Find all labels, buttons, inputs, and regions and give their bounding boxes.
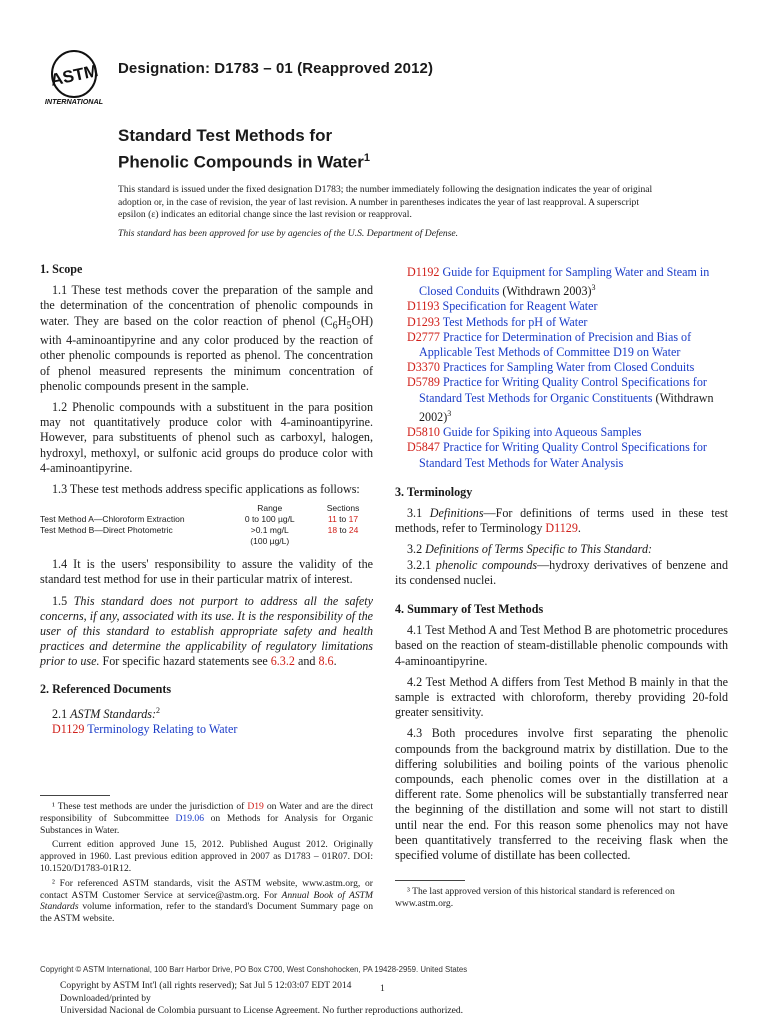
footnotes-right [395,880,728,910]
right-column [395,265,728,869]
footnotes-left [40,795,373,928]
section-link[interactable]: 17 [348,514,359,525]
reference-title[interactable]: Terminology Relating to Water [87,722,238,737]
reference-code[interactable]: D1193 [407,299,440,314]
left-column [40,262,373,737]
fn1-c: on Methods for Analysis for Organic Substances in Water. [40,812,373,836]
terminology-heading: 3. Terminology [395,484,473,499]
reference-item[interactable] [407,265,728,299]
sections-cell [313,514,373,525]
intro-paragraph: This standard is issued under the fixed designation D1783; the number immediately following the designation indicates the year of original adoption or, in the case of revision, the year of last revision. A number in parentheses indicates the year of last reapproval. A superscript epsilon (ε) indicates an editorial change since the last revision or reapproval. [118,184,653,221]
astm-standards-label: ASTM Standards: [70,706,157,721]
logo-text: ASTM [48,61,100,90]
withdrawn-note: (Withdrawn 2002) [419,390,714,424]
intro-notice [118,184,658,240]
subcommittee-link[interactable]: D19.06 [175,812,204,824]
reference-code[interactable]: D5847 [407,440,440,455]
footnote-mark: 3 [591,283,596,293]
to-text: to [336,514,349,525]
footnote-1-edition: Current edition approved June 15, 2012. Published August 2012. Originally approved in 1960. Last previous edition approved in 2007 as D1783 – 01R07. DOI: 10.1520/D1783-01R12. [40,839,373,874]
summary-4-1: 4.1 Test Method A and Test Method B are photometric procedures based on the reaction of steam-distillable phenolic compounds with 4-aminoantipyrine. [395,623,728,668]
reference-title[interactable]: Practice for Writing Quality Control Specifications for Standard Test Methods for Water Analysis [419,440,707,470]
summary-4-2: 4.2 Test Method A differs from Test Method B mainly in that the sample is extracted with chloroform, thereby providing 20-fold greater sensitivity. [395,674,728,720]
page-number: 1 [380,983,385,994]
reference-item[interactable] [407,360,728,375]
reference-title[interactable]: Guide for Equipment for Sampling Water and Steam in Closed Conduits [419,265,710,299]
method-cell: Test Method B—Direct Photometric [40,525,173,536]
range-cell: >0.1 mg/L [250,525,289,536]
title-line-2-text: Phenolic Compounds in Water [118,152,364,172]
term-text: —For definitions of terms used in these test methods, refer to Terminology [395,505,729,536]
section-link[interactable]: 8.6 [318,654,334,669]
reference-code[interactable]: D5810 [407,425,440,440]
dod-approval-note: This standard has been approved for use by agencies of the U.S. Department of Defense. [118,227,459,239]
scope-1-1-h: H [337,313,347,328]
refdocs-heading: 2. Referenced Documents [40,681,172,696]
footnote-mark: 3 [447,408,452,418]
fn1-b: on Water and are the direct responsibility of Subcommittee [40,801,373,824]
sub-6: 6 [332,320,338,332]
reference-code[interactable]: D1129 [52,722,85,737]
summary-heading: 4. Summary of Test Methods [395,601,544,616]
term-italic: Definitions of Terms Specific to This Standard: [425,542,653,557]
withdrawn-note: (Withdrawn 2003) [499,284,592,299]
fn2-a: ² For referenced ASTM standards, visit the ASTM website, www.astm.org, or contact ASTM Customer Service at service@astm.org. For [40,877,373,901]
reference-title[interactable]: Test Methods for pH of Water [442,314,588,329]
title-line-1: Standard Test Methods for [118,126,333,145]
sub-5: 5 [346,320,352,332]
reference-code[interactable]: D1293 [407,314,440,329]
range-header: Range [257,503,283,514]
section-link[interactable]: 24 [348,525,359,536]
scope-heading: 1. Scope [40,262,83,276]
title-line-2 [118,147,370,174]
copyright-line: Copyright © ASTM International, 100 Barr Harbor Drive, PO Box C700, West Conshohocken, PA 19428-2959. United States [40,965,468,974]
reference-item[interactable] [407,315,728,330]
reference-item[interactable] [40,722,373,737]
stamp-line: Downloaded/printed by [60,992,151,1004]
terminology-3-2 [395,542,728,557]
scope-1-3: 1.3 These test methods address specific applications as follows: [52,482,360,497]
fn1-a: ¹ These test methods are under the jurisdiction of [52,801,248,812]
summary-4-3: 4.3 Both procedures involve first separating the phenolic compounds from the background matrix by distillation. Due to the differing solubilities and boiling points of the various phenolic compounds, each phenolic comes over in the distillation at a different rate. Some phenolics will be substantially transferred near the beginning of the distillation and some will not start to distill until near the end. For this reason some phenolics may not have been quantitatively transferred to the receiving flask when the specified volume of distillate has been collected. [395,726,728,862]
reference-item[interactable] [407,425,728,440]
table-row [40,514,373,525]
term-text: —hydroxy derivatives of benzene and its condensed nuclei. [395,557,728,587]
stamp-line: Universidad Nacional de Colombia pursuant to License Agreement. No further reproductions authorized. [60,1005,464,1017]
term-italic: phenolic compounds [435,557,538,572]
reference-item[interactable] [407,299,728,314]
fn2-italic: Annual Book of ASTM Standards [40,889,373,913]
scope-1-5-num: 1.5 [52,593,74,608]
reference-title[interactable]: Practices for Sampling Water from Closed Conduits [442,360,695,375]
logo-subtext: INTERNATIONAL [44,97,104,106]
sections-cell [313,525,373,536]
reference-code[interactable]: D5789 [407,375,440,390]
scope-1-5-tail: For specific hazard statements see [99,654,271,669]
sections-header: Sections [326,503,360,514]
scope-1-1-b: OH) with 4-aminoantipyrine and any color produced by the reaction of other phenolic compounds is reported as phenol. The concentration of phenol measured represents the minimum concentration of phenolic compounds present in the sample. [40,313,373,393]
reference-title[interactable]: Guide for Spiking into Aqueous Samples [442,425,642,440]
footnote-rule [395,880,465,881]
terminology-3-1 [395,506,728,536]
to-text: to [337,525,349,536]
scope-1-4: 1.4 It is the users' responsibility to assure the validity of the standard test method for use in their particular matrix of interest. [40,557,373,587]
footnote-3: ³ The last approved version of this historical standard is referenced on www.astm.org. [395,886,675,909]
section-link[interactable]: 11 [327,514,337,525]
term-num: 3.1 [407,505,430,520]
refdocs-2-1 [40,703,373,722]
terminology-3-2-1 [395,558,728,588]
reference-item[interactable] [407,375,728,425]
reference-code[interactable]: D2777 [407,329,440,344]
table-row [40,525,373,536]
license-stamp [60,980,730,1018]
period: . [333,654,337,669]
footnote-mark: 2 [156,705,161,715]
reference-title[interactable]: Specification for Reagent Water [442,299,598,314]
footnote-rule [40,795,110,796]
safety-statement: This standard does not purport to address all the safety concerns, if any, associated with its use. It is the responsibility of the user of this standard to establish appropriate safety and health practices and determine the applicability of regulatory limitations prior to use. [40,593,374,669]
scope-1-5 [40,594,373,670]
reference-item[interactable] [407,330,728,360]
committee-link[interactable]: D19 [247,801,264,812]
title-footnote-mark: 1 [363,152,371,164]
designation: Designation: D1783 – 01 (Reapproved 2012) [118,60,434,77]
applications-table [40,503,373,547]
scope-1-2: 1.2 Phenolic compounds with a substituent in the para position may not quantitatively produce color with 4-aminoantipyrine. However, para substituents of phenol such as carboxyl, halogen, hydroxyl, methoxyl, or sulfonic acid groups do produce color with 4-aminoantipyrine. [40,400,373,475]
and-text: and [294,654,319,669]
page-footer [40,965,730,1018]
method-cell: Test Method A—Chloroform Extraction [40,514,185,525]
term-italic: Definitions [429,505,484,520]
fn2-b: volume information, refer to the standard's Document Summary page on the ASTM website. [40,901,373,925]
document-title [118,124,370,174]
reference-title[interactable]: Practice for Writing Quality Control Specifications for Standard Test Methods for Organic Constituents [419,375,707,405]
period: . [577,521,581,536]
reference-link[interactable]: D1129 [545,521,578,536]
section-link[interactable]: 6.3.2 [270,654,295,669]
footnote-1 [40,801,373,836]
reference-code[interactable]: D3370 [407,360,440,375]
term-num: 3.2 [407,542,426,557]
reference-code[interactable]: D1192 [407,265,440,279]
term-num: 3.2.1 [407,557,436,572]
reference-item[interactable] [407,440,728,470]
range-cell: (100 µg/L) [250,536,290,547]
refdocs-num: 2.1 [52,706,71,721]
scope-1-1-a: 1.1 These test methods cover the preparation of the sample and the determination of the concentration of phenolic compounds in water. They are based on the color reaction of phenol (C [40,283,373,328]
scope-1-1 [40,283,373,394]
astm-logo [44,48,112,106]
stamp-line: Copyright by ASTM Int'l (all rights reserved); Sat Jul 5 12:03:07 EDT 2014 [60,980,352,991]
reference-list [395,265,728,471]
section-link[interactable]: 18 [327,525,338,536]
footnote-2 [40,878,373,925]
range-cell: 0 to 100 µg/L [244,514,295,525]
reference-title[interactable]: Practice for Determination of Precision and Bias of Applicable Test Methods of Committee D19 on Water [419,329,692,360]
